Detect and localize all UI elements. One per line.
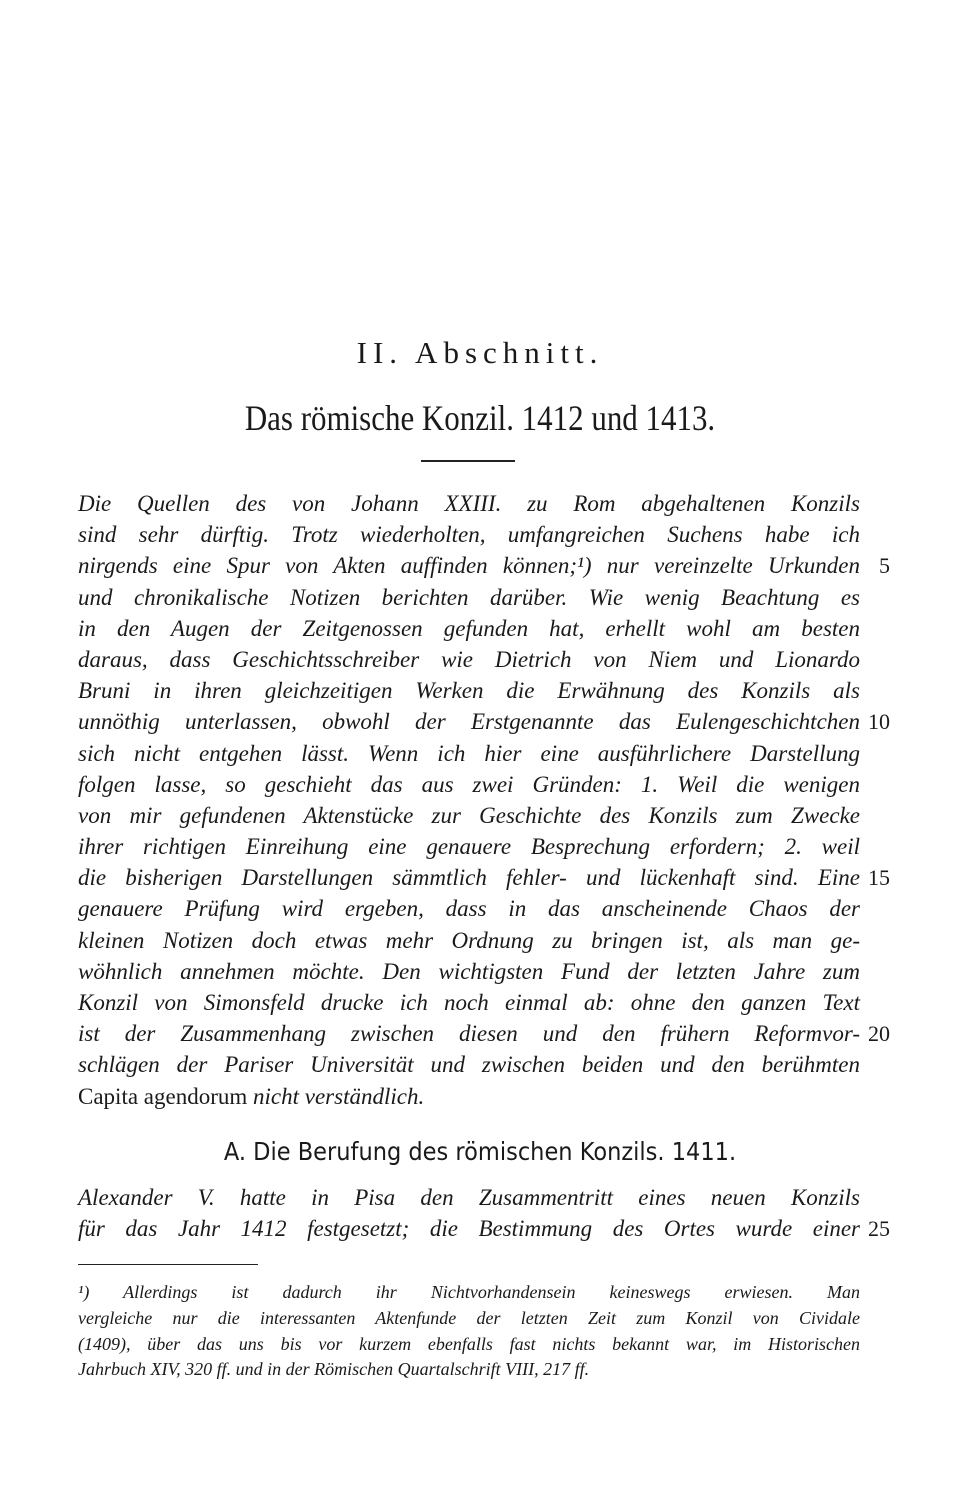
- text-line: genauere Prüfung wird ergeben, dass in das anscheinende Chaos der: [78, 896, 860, 922]
- text-line: unnöthig unterlassen, obwohl der Erstgenannte das Eulengeschichtchen 10: [78, 706, 860, 737]
- italic-phrase: nicht verständlich.: [253, 1083, 425, 1109]
- section-heading: A. Die Berufung des römischen Konzils. 1411.: [223, 1137, 737, 1166]
- text-line: kleinen Notizen doch etwas mehr Ordnung zu bringen ist, als man ge-: [78, 927, 860, 953]
- text-line: [78, 1081, 860, 1112]
- footnote-rule: [78, 1264, 258, 1265]
- text-line: Bruni in ihren gleichzeitigen Werken die Erwähnung des Konzils als: [78, 678, 860, 704]
- line-number: 25: [868, 1216, 890, 1242]
- chapter-title: Das römische Konzil. 1412 und 1413.: [244, 398, 716, 438]
- section-paragraph: [78, 1182, 890, 1244]
- text-line: schlägen der Pariser Universität und zwischen beiden und den berühmten: [78, 1052, 860, 1078]
- text-line: wöhnlich annehmen möchte. Den wichtigsten Fund der letzten Jahre zum: [78, 958, 860, 984]
- footnote-line: vergleiche nur die interessanten Aktenfunde der letzten Zeit zum Konzil von Cividale: [78, 1307, 860, 1328]
- line-number: 20: [868, 1021, 890, 1047]
- line-number: 5: [879, 553, 890, 579]
- text-line: für das Jahr 1412 festgesetzt; die Bestimmung des Ortes wurde einer 25: [78, 1213, 860, 1244]
- text-line: in den Augen der Zeitgenossen gefunden hat, erhellt wohl am besten: [78, 615, 860, 641]
- intro-paragraph: [78, 488, 890, 1112]
- title-rule: [421, 460, 515, 462]
- text-line: Alexander V. hatte in Pisa den Zusammentritt eines neuen Konzils: [78, 1185, 860, 1210]
- text-line: nirgends eine Spur von Akten auffinden können;¹) nur vereinzelte Urkunden 5: [78, 550, 860, 581]
- text-line: Die Quellen des von Johann XXIII. zu Rom abgehaltenen Konzils: [78, 491, 860, 516]
- footnote-line: Jahrbuch XIV, 320 ff. und in der Römischen Quartalschrift VIII, 217 ff.: [78, 1359, 590, 1380]
- text-line: ihrer richtigen Einreihung eine genauere Besprechung erfordern; 2. weil: [78, 834, 860, 860]
- part-heading: II. Abschnitt.: [356, 335, 604, 370]
- text-line: daraus, dass Geschichtsschreiber wie Dietrich von Niem und Lionardo: [78, 646, 860, 672]
- text-line: folgen lasse, so geschieht das aus zwei Gründen: 1. Weil die wenigen: [78, 771, 860, 797]
- line-number: 15: [868, 865, 890, 891]
- text-line: sich nicht entgehen lässt. Wenn ich hier eine ausführlichere Darstellung: [78, 740, 860, 766]
- footnotes: [78, 1280, 860, 1383]
- line-number: 10: [868, 709, 890, 735]
- footnote-line: ¹) Allerdings ist dadurch ihr Nichtvorhandensein keineswegs erwiesen. Man: [78, 1282, 860, 1302]
- text-line: Konzil von Simonsfeld drucke ich noch einmal ab: ohne den ganzen Text: [78, 990, 860, 1015]
- text-line: die bisherigen Darstellungen sämmtlich fehler- und lückenhaft sind. Eine 15: [78, 862, 860, 893]
- text-line: sind sehr dürftig. Trotz wiederholten, umfangreichen Suchens habe ich: [78, 522, 860, 548]
- upright-phrase: Capita agendorum: [78, 1083, 248, 1109]
- text-line: von mir gefundenen Aktenstücke zur Geschichte des Konzils zum Zwecke: [78, 802, 860, 828]
- footnote-line: (1409), über das uns bis vor kurzem ebenfalls fast nichts bekannt war, im Historischen: [78, 1333, 860, 1354]
- text-line: und chronikalische Notizen berichten darüber. Wie wenig Beachtung es: [78, 584, 860, 610]
- text-line: ist der Zusammenhang zwischen diesen und den frühern Reformvor- 20: [78, 1018, 860, 1049]
